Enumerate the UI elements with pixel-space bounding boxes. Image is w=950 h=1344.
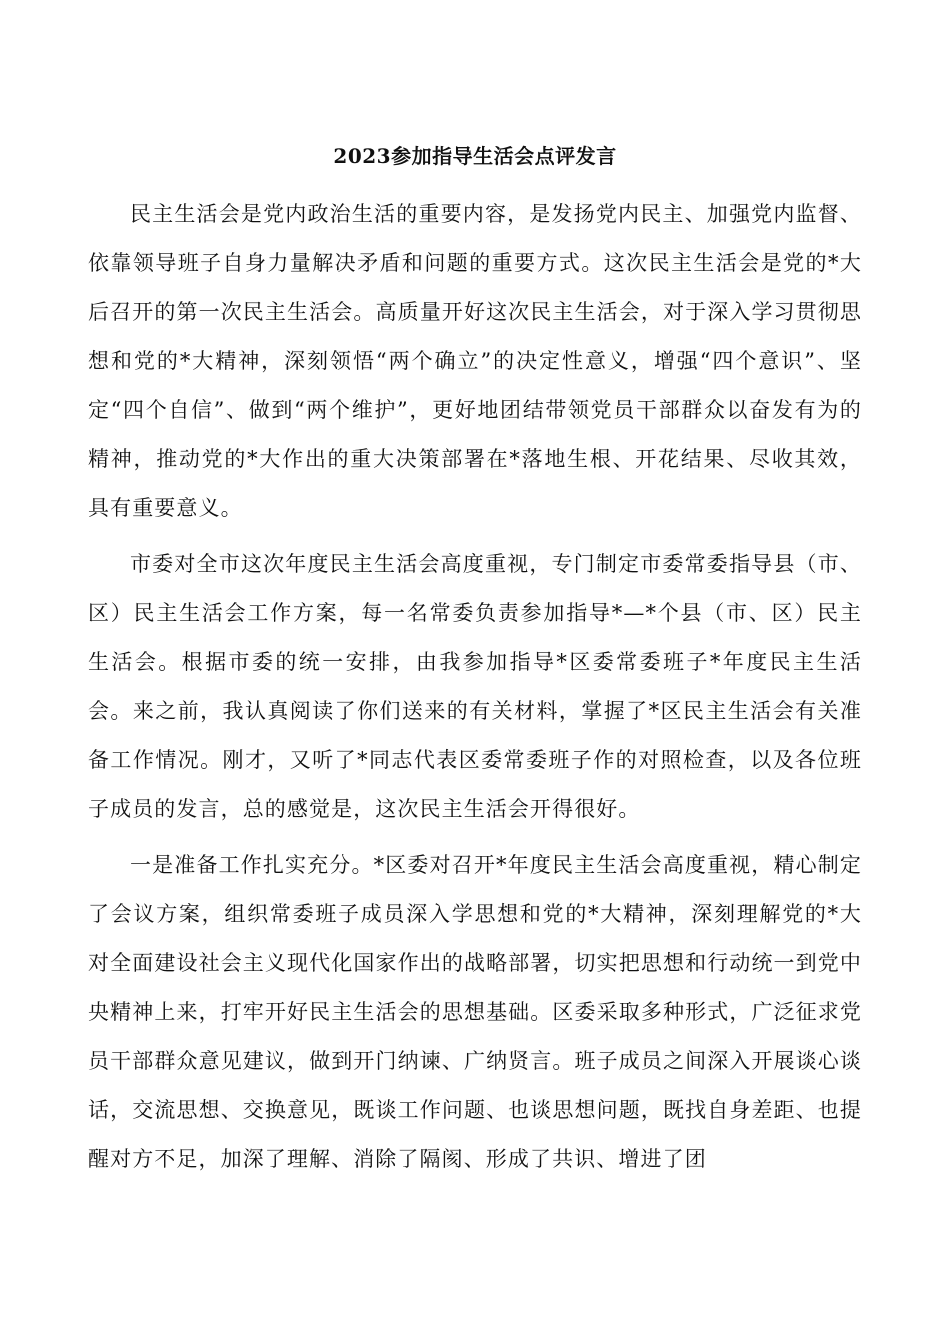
paragraph-3-block <box>88 841 862 1184</box>
paragraph-1-block <box>88 190 862 533</box>
paragraph-3: 一是准备工作扎实充分。*区委对召开*年度民主生活会高度重视，精心制定了会议方案，组织常委班子成员深入学思想和党的*大精神，深刻理解党的*大对全面建设社会主义现代化国家作出的战略部署，切实把思想和行动统一到党中央精神上来，打牢开好民主生活会的思想基础。区委采取多种形式，广泛征求党员干部群众意见建议，做到开门纳谏、广纳贤言。班子成员之间深入开展谈心谈话，交流思想、交换意见，既谈工作问题、也谈思想问题，既找自身差距、也提醒对方不足，加深了理解、消除了隔阂、形成了共识、增进了团 <box>88 853 862 1171</box>
paragraph-2-block <box>88 540 862 834</box>
document-title: 2023参加指导生活会点评发言 <box>333 144 617 168</box>
paragraph-1: 民主生活会是党内政治生活的重要内容，是发扬党内民主、加强党内监督、依靠领导班子自身力量解决矛盾和问题的重要方式。这次民主生活会是党的*大后召开的第一次民主生活会。高质量开好这次民主生活会，对于深入学习贯彻思想和党的*大精神，深刻领悟“两个确立”的决定性意义，增强“四个意识”、坚定“四个自信”、做到“两个维护”，更好地团结带领党员干部群众以奋发有为的精神，推动党的*大作出的重大决策部署在*落地生根、开花结果、尽收其效，具有重要意义。 <box>88 202 862 520</box>
paragraph-2: 市委对全市这次年度民主生活会高度重视，专门制定市委常委指导县（市、区）民主生活会工作方案，每一名常委负责参加指导*—*个县（市、区）民主生活会。根据市委的统一安排，由我参加指导*区委常委班子*年度民主生活会。来之前，我认真阅读了你们送来的有关材料，掌握了*区民主生活会有关准备工作情况。刚才，又听了*同志代表区委常委班子作的对照检查，以及各位班子成员的发言，总的感觉是，这次民主生活会开得很好。 <box>88 552 862 821</box>
